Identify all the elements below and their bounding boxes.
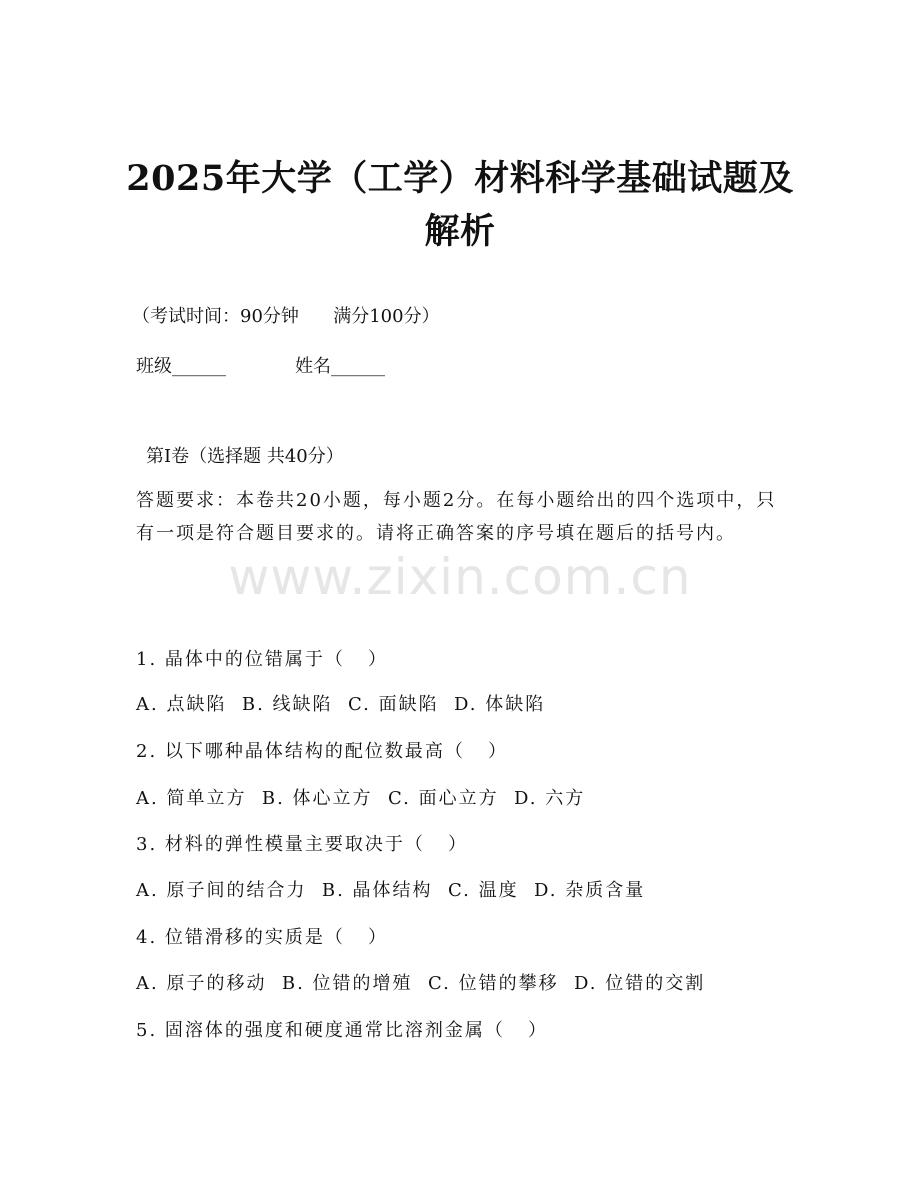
document-title: 2025年大学（工学）材料科学基础试题及解析	[126, 158, 794, 252]
question-4-stem: 4. 位错滑移的实质是（ ）	[136, 927, 389, 948]
question-3-stem: 3. 材料的弹性模量主要取决于（ ）	[136, 834, 469, 855]
question-5-stem: 5. 固溶体的强度和硬度通常比溶剂金属（ ）	[136, 1020, 549, 1041]
section-title: 第Ⅰ卷（选择题 共40分）	[146, 446, 344, 467]
exam-info: （考试时间：90分钟 满分100分）	[132, 306, 440, 327]
question-1-options: A. 点缺陷 B. 线缺陷 C. 面缺陷 D. 体缺陷	[136, 694, 546, 715]
question-3-options: A. 原子间的结合力 B. 晶体结构 C. 温度 D. 杂质含量	[136, 880, 646, 901]
question-4-options: A. 原子的移动 B. 位错的增殖 C. 位错的攀移 D. 位错的交割	[136, 973, 706, 994]
question-2-options: A. 简单立方 B. 体心立方 C. 面心立方 D. 六方	[136, 788, 586, 809]
watermark: www.zixin.com.cn	[228, 548, 692, 606]
question-2-stem: 2. 以下哪种晶体结构的配位数最高（ ）	[136, 741, 509, 762]
instructions: 答题要求：本卷共20小题，每小题2分。在每小题给出的四个选项中，只有一项是符合题目要求的。请将正确答案的序号填在题后的括号内。	[136, 490, 777, 544]
question-1-stem: 1. 晶体中的位错属于（ ）	[136, 649, 389, 670]
class-field: 班级______	[136, 356, 226, 377]
name-field: 姓名______	[295, 356, 385, 377]
